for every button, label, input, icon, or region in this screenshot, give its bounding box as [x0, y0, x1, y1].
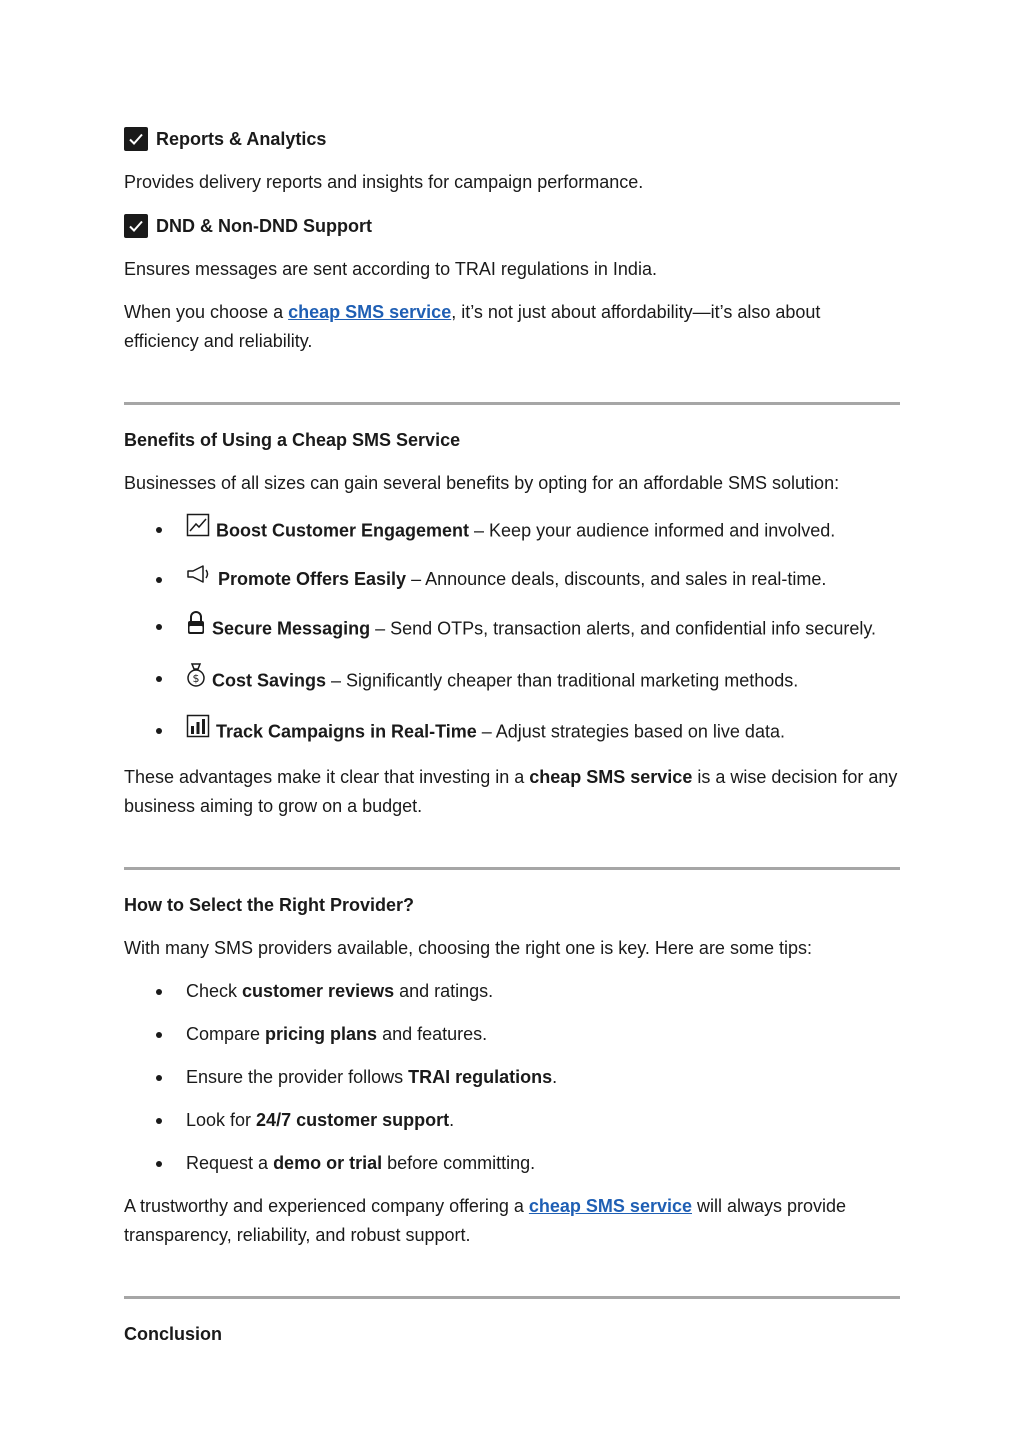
checkmark-icon [124, 214, 148, 238]
tips-list [124, 977, 900, 1178]
bullet-icon [156, 1161, 162, 1167]
closing-text-pre: These advantages make it clear that investing in a [124, 766, 530, 787]
tip-text-pre: Compare [186, 1023, 266, 1044]
feature-title-text: Reports & Analytics [156, 128, 327, 149]
tip-text-post: and features. [377, 1023, 488, 1044]
intro-text-pre: When you choose a [124, 302, 289, 322]
benefit-text: – Significantly cheaper than traditional marketing methods. [326, 670, 799, 690]
list-item [124, 1149, 900, 1178]
tip-text-post: before committing. [382, 1152, 536, 1173]
bullet-icon [156, 577, 162, 583]
feature-reports-desc: Provides delivery reports and insights for campaign performance. [124, 172, 644, 192]
section-divider [124, 402, 900, 405]
list-item [124, 565, 900, 595]
bullet-icon [156, 1075, 162, 1081]
provider-closing [124, 1192, 900, 1250]
bar-chart-icon [186, 714, 210, 747]
checkmark-icon [124, 127, 148, 151]
intro-paragraph [124, 298, 900, 356]
closing-text-post: is a wise decision for any business aiming to grow on a budget. [124, 766, 898, 816]
section-divider [124, 1296, 900, 1299]
megaphone-icon [186, 564, 212, 593]
cheap-sms-service-link[interactable]: cheap SMS service [288, 302, 452, 322]
list-item [124, 977, 900, 1006]
tip-text-post: . [552, 1066, 558, 1087]
list-item [124, 716, 900, 749]
lock-icon [186, 610, 206, 645]
benefits-closing [124, 763, 900, 821]
tip-text-pre: Check [186, 980, 243, 1001]
tip-bold: 24/7 customer support [256, 1109, 450, 1130]
bullet-icon [156, 1032, 162, 1038]
chart-up-icon [186, 513, 210, 546]
bullet-icon [156, 676, 162, 682]
list-item [124, 664, 900, 699]
bullet-icon [156, 989, 162, 995]
benefit-text: – Adjust strategies based on live data. [476, 721, 785, 741]
bullet-icon [156, 527, 162, 533]
benefit-text: – Announce deals, discounts, and sales in real-time. [406, 569, 827, 589]
conclusion-heading: Conclusion [124, 1323, 222, 1344]
list-item [124, 1106, 900, 1135]
svg-text:$: $ [192, 671, 200, 685]
closing-bold: cheap SMS service [529, 766, 693, 787]
tip-text-post: and ratings. [394, 980, 494, 1001]
tip-bold: customer reviews [242, 980, 395, 1001]
benefit-bold: Boost Customer Engagement [216, 520, 470, 541]
feature-dnd-desc: Ensures messages are sent according to TRAI regulations in India. [124, 259, 657, 279]
bullet-icon [156, 1118, 162, 1124]
closing-text-pre: A trustworthy and experienced company offering a [124, 1195, 529, 1216]
provider-heading: How to Select the Right Provider? [124, 894, 415, 915]
list-item [124, 515, 900, 548]
tip-bold: pricing plans [265, 1023, 378, 1044]
benefit-bold: Cost Savings [212, 670, 327, 690]
feature-reports-title [124, 124, 900, 154]
benefit-bold: Promote Offers Easily [218, 569, 407, 589]
benefits-heading: Benefits of Using a Cheap SMS Service [124, 430, 461, 450]
benefit-bold: Secure Messaging [212, 618, 371, 638]
intro-text-post: , it’s not just about affordability—it’s also about efficiency and reliability. [124, 302, 821, 351]
feature-title-text: DND & Non-DND Support [156, 215, 372, 236]
list-item [124, 1020, 900, 1049]
benefits-intro: Businesses of all sizes can gain several benefits by opting for an affordable SMS solution: [124, 473, 840, 493]
section-divider [124, 867, 900, 870]
tip-text-pre: Ensure the provider follows [186, 1066, 409, 1087]
cheap-sms-service-link[interactable]: cheap SMS service [528, 1195, 692, 1216]
list-item [124, 612, 900, 647]
money-bag-icon [186, 662, 206, 697]
document-content [124, 124, 900, 1349]
tip-text-pre: Request a [186, 1152, 274, 1173]
list-item [124, 1063, 900, 1092]
benefit-text: – Send OTPs, transaction alerts, and confidential info securely. [370, 618, 876, 638]
closing-text-post: will always provide transparency, reliability, and robust support. [124, 1195, 847, 1245]
tip-bold: demo or trial [273, 1152, 383, 1173]
tip-text-pre: Look for [186, 1109, 257, 1130]
tip-bold: TRAI regulations [408, 1066, 553, 1087]
bullet-icon [156, 728, 162, 734]
benefits-list [124, 515, 900, 749]
bullet-icon [156, 624, 162, 630]
tip-text-post: . [449, 1109, 455, 1130]
benefit-bold: Track Campaigns in Real-Time [216, 721, 477, 741]
provider-intro: With many SMS providers available, choosing the right one is key. Here are some tips: [124, 937, 812, 958]
benefit-text: – Keep your audience informed and involved. [469, 520, 836, 541]
feature-dnd-title [124, 211, 900, 241]
